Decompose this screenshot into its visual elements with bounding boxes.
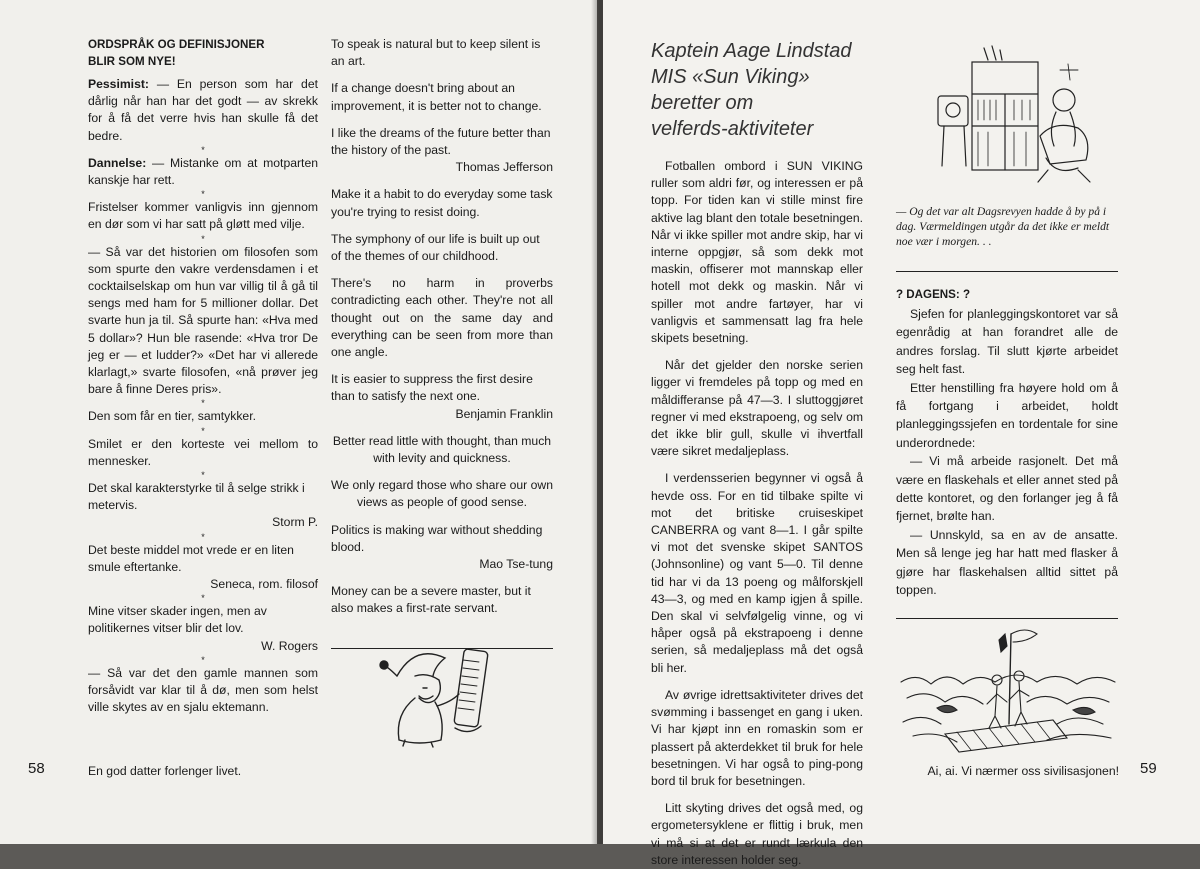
separator-star: * (201, 189, 205, 200)
quote-change: If a change doesn't bring about an improvement, it is better not to change. (331, 81, 542, 113)
quote-habit: Make it a habit to do everyday some task you're trying to resist doing. (331, 187, 553, 219)
gamle-mannen-text: — Så var det den gamle mannen som forsåvidt var klar til å dø, men som helst ville skytes av en sjalu ektemann. (88, 665, 318, 715)
strikk-text: Det skal karakterstyrke til å selge strikk i metervis. (88, 481, 305, 513)
separator-star: * (201, 593, 205, 604)
separator-star: * (201, 233, 205, 244)
quote-read: Better read little with thought, than much with levity and quickness. (332, 433, 552, 466)
page-number-left: 58 (28, 760, 45, 777)
quote-desire: It is easier to suppress the first desire than to satisfy the next one. (331, 372, 533, 404)
article-paragraph: Når det gjelder den norske serien ligger vi fremdeles på topp og med en måldifferanse på 47—3. I sluttoggjøret regner vi med ekstrapoeng, og selv om det ikke blir gull, skulle vi ihvertfall være sikret medaljeplass. (651, 358, 863, 459)
quote-proverbs: There's no harm in proverbs contradicting each other. They're not all thought out on the same day and everything can be seen from more than one angle. (331, 276, 553, 360)
smilet-text: Smilet er den korteste vei mellom to mennesker. (88, 436, 318, 468)
author-franklin: Benjamin Franklin (455, 406, 553, 421)
quote-symphony: The symphony of our life is built up out of the themes of our childhood. (331, 231, 540, 264)
article-paragraph: I verdensserien begynner vi også å hevde oss. For en tid tilbake spilte vi mot det britiske cruiseskipet CANBERRA og vant 8—1. I går spilte vi mot det svenske skipet SANTOS (Johnsonline) og vant 5—0. Til denne tid har vi da 13 poeng og målforskjell 43—3, og med en kamp igjen å spille. Den skal vi selvfølgelig vinne, og vi håper også på ekstrapoeng i denne serien, så medaljeplass må det også bli her. (651, 471, 863, 675)
author-jefferson: Thomas Jefferson (455, 160, 553, 175)
separator-star: * (201, 531, 205, 542)
page-number-right: 59 (1140, 760, 1157, 777)
separator-star: * (201, 398, 205, 409)
tier-text: Den som får en tier, samtykker. (88, 409, 256, 424)
dagens-paragraph: — Vi må arbeide rasjonelt. Det må være en flaskehals et eller annet sted på dette kontoret, og den forlanger jeg å få fjernet, brølte han. (896, 454, 1118, 524)
article-paragraph: Litt skyting drives det også med, og ergometersyklene er flittig i bruk, men vi må si at det er rundt lærkula den store interessen holder seg. (651, 801, 863, 867)
raft-cartoon-illustration (897, 612, 1119, 762)
dannelse-term: Dannelse: (88, 155, 147, 170)
author-mao: Mao Tse-tung (479, 557, 553, 572)
quote-speak: To speak is natural but to keep silent is an art. (331, 37, 541, 69)
vitser-author: W. Rogers (261, 638, 318, 653)
tv-caption: — Og det var alt Dagsrevyen hadde å by på i dag. Værmeldingen utgår da det ikke er meldt noe vær i morgen. . . (896, 205, 1110, 248)
article-paragraph: Fotballen ombord i SUN VIKING ruller som aldri før, og interessen er på topp. For tiden kan vi stille minst fire aktive lag blant den totale besetningen. Når vi ikke spiller mot andre skip, har vi interne oppgjør, så som dekk mot maskin, offiserer mot mannskap eller hotell mot dekk og maskin. Når vi spiller mot andre fartøyer, har vi vanligvis et sammensatt lag fra hele skipets besetning. (651, 159, 863, 346)
heading-line-2: BLIR SOM NYE! (88, 55, 176, 68)
title-line-2: MIS «Sun Viking» (651, 66, 810, 88)
separator-star: * (201, 425, 205, 436)
fristelser-text: Fristelser kommer vanligvis inn gjennom en dør som vi har satt på gløtt med vilje. (88, 200, 318, 232)
title-line-1: Kaptein Aage Lindstad (651, 40, 852, 62)
quote-money: Money can be a severe master, but it also makes a first-rate servant. (331, 584, 531, 616)
santa-with-scroll-illustration (375, 636, 515, 748)
article-column (651, 38, 863, 869)
vitser-text: Mine vitser skader ingen, men av politikernes vitser blir det lov. (88, 604, 267, 636)
filosof-story: — Så var det historien om filosofen som som spurte den vakre verdensdamen i et cocktailselskap om hun var villig til å gå til sengs med ham for 5 millioner dollar. Det svarte hun ja til. Så spurte han: «Hva med 5 dollar»? Hun ble rasende: «Hva tror De jeg er — et ludder?» «Det har vi allerede klarlagt,» svarte filosofen, «nå prøver jeg bare å finne Deres pris». (88, 244, 318, 397)
quote-politics: Politics is making war without shedding blood. (331, 522, 543, 554)
pessimist-text: — En person som har det dårlig når han har det godt — av skrekk for å få det verre hvis han skulle få det bedre. (88, 77, 319, 143)
left-column-1 (88, 36, 318, 717)
tv-caption-block (896, 204, 1118, 619)
pessimist-entry (88, 76, 318, 145)
raft-caption: Ai, ai. Vi nærmer oss sivilisasjonen! (927, 764, 1119, 778)
separator-star: * (201, 144, 205, 155)
pessimist-term: Pessimist: (88, 77, 149, 91)
dannelse-text: — Mistanke om at motparten kanskje har rett. (88, 155, 318, 188)
heading-line-1: ORDSPRÅK OG DEFINISJONER (88, 38, 265, 51)
separator-star: * (201, 470, 205, 481)
dannelse-entry (88, 155, 318, 189)
strikk-author: Storm P. (272, 515, 318, 530)
dagens-paragraph: — Unnskyld, sa en av de ansatte. Men så lenge jeg har hatt med flasker å gjøre har flaskehalsen alltid sittet på toppen. (896, 527, 1118, 598)
article-title (651, 38, 863, 142)
quote-dreams: I like the dreams of the future better than the history of the past. (331, 125, 551, 158)
tv-cartoon-illustration (928, 40, 1100, 190)
dagens-paragraph: Etter henstilling fra høyere hold om å få fortgang i arbeidet, holdt planleggingssjefen en tordentale for sine underordnede: (896, 380, 1118, 450)
footer-quote: En god datter forlenger livet. (88, 764, 242, 778)
dagens-body (896, 305, 1118, 600)
dagens-paragraph: Sjefen for planleggingskontoret var så egenrådig at han forandret alle de andres forslag. Til slutt kjørte arbeidet seg helt fast. (896, 307, 1118, 377)
middel-author: Seneca, rom. filosof (210, 577, 318, 592)
title-line-4: velferds-aktiviteter (651, 118, 814, 140)
left-column-2 (331, 36, 553, 649)
middel-text: Det beste middel mot vrede er en liten smule eftertanke. (88, 542, 294, 574)
left-page (0, 0, 597, 844)
quote-regard: We only regard those who share our own views as people of good sense. (331, 478, 553, 510)
article-paragraph: Av øvrige idrettsaktiviteter drives det svømming i bassenget en gang i uken. Vi har kjøpt inn en romaskin som er plassert på akterdekket til bruk for hele besetningen. Vi har også to ping-pong bord til bruk for besetningen. (651, 687, 863, 788)
title-line-3: beretter om (651, 92, 754, 114)
article-body (651, 158, 863, 869)
separator-star: * (201, 654, 205, 665)
dagens-heading: ? DAGENS: ? (896, 288, 971, 301)
heading (88, 36, 318, 70)
